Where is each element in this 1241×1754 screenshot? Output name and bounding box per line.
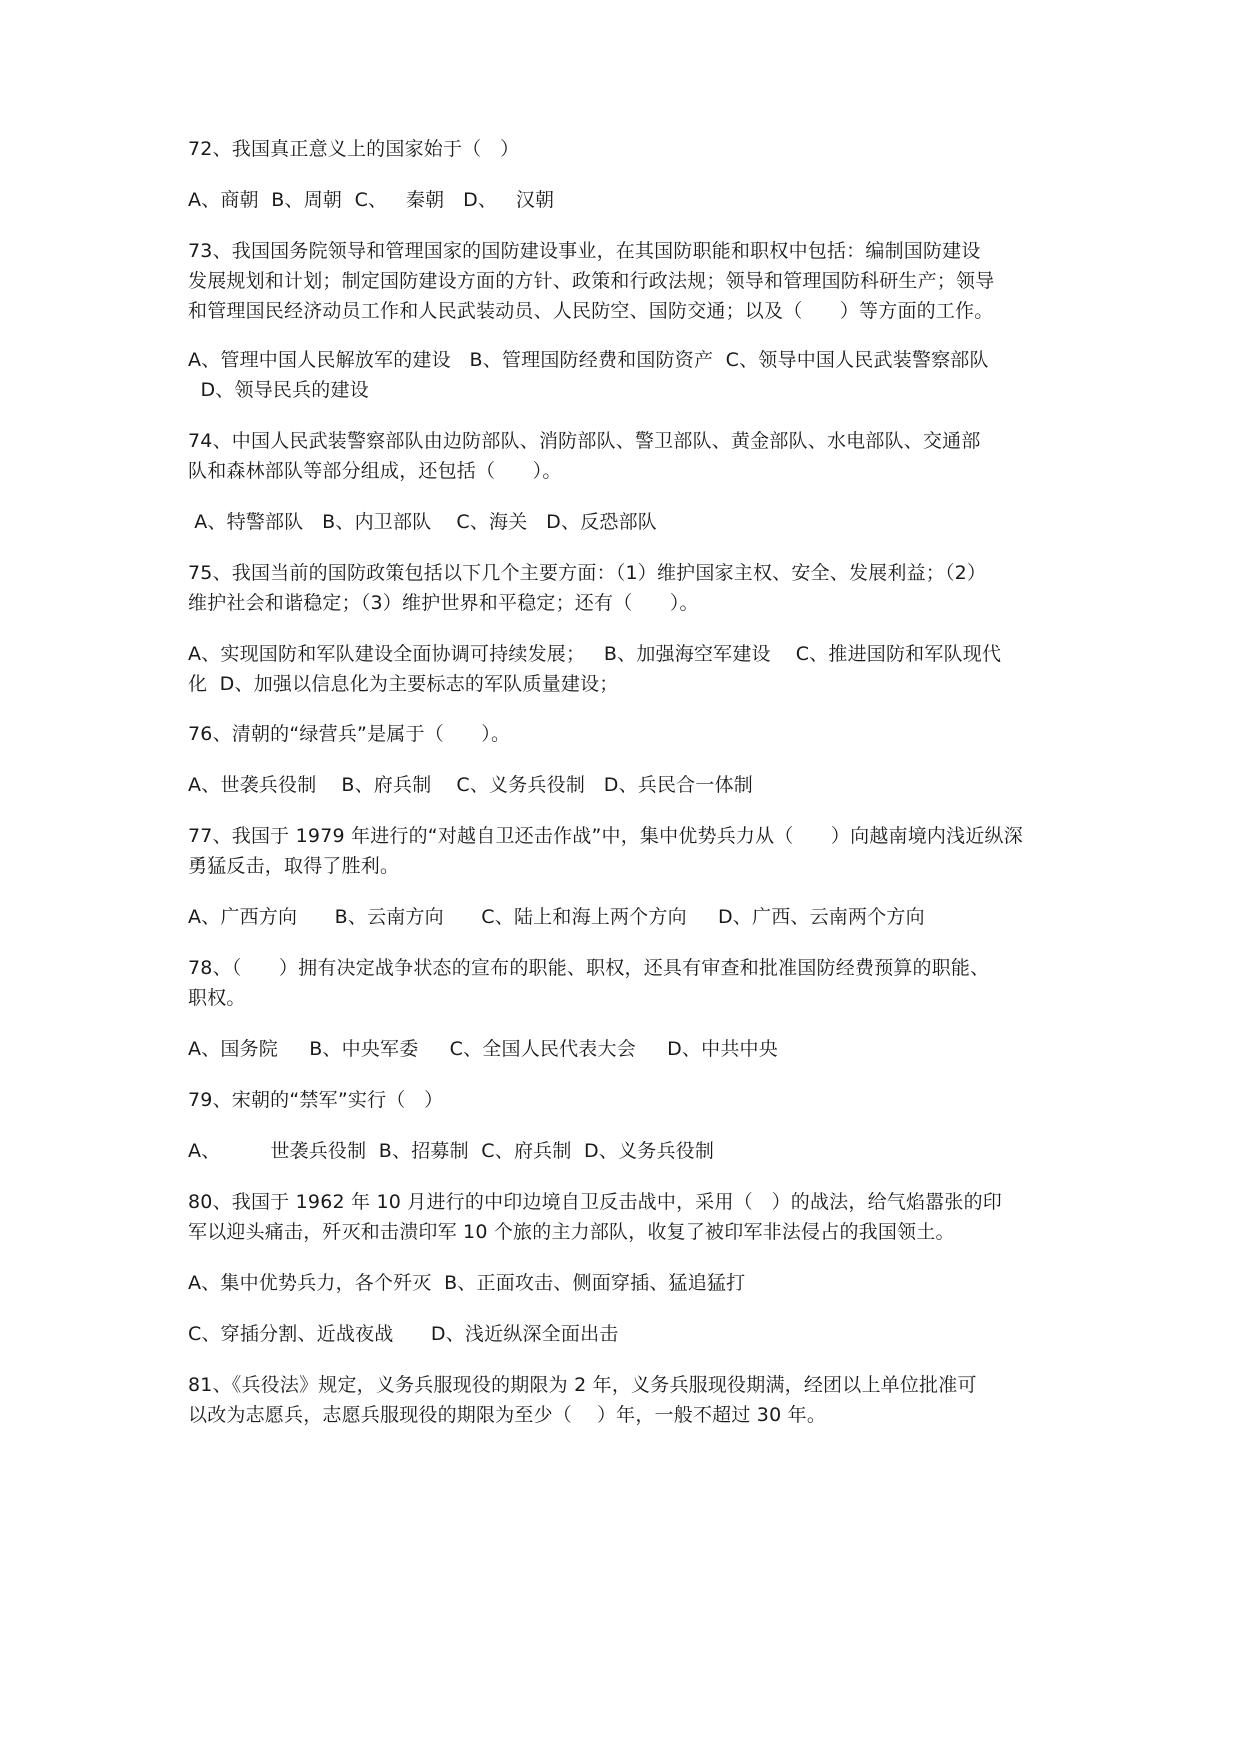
question-73-stem-line-2: 发展规划和计划；制定国防建设方面的方针、政策和行政法规；领导和管理国防科研生产；领导: [188, 270, 995, 292]
question-73-options-line-2: D、领导民兵的建设: [188, 379, 369, 401]
question-76-stem-line-1: 76、清朝的“绿营兵”是属于（ ）。: [188, 723, 511, 745]
question-77-stem-line-1: 77、我国于 1979 年进行的“对越自卫还击作战”中，集中优势兵力从（ ）向越南境内浅近纵深: [188, 825, 1023, 847]
question-81-stem-line-2: 以改为志愿兵，志愿兵服现役的期限为至少（ ）年，一般不超过 30 年。: [188, 1404, 827, 1426]
question-74-stem-line-2: 队和森林部队等部分组成，还包括（ ）。: [188, 460, 562, 482]
question-75-stem-line-2: 维护社会和谐稳定；（3）维护世界和平稳定；还有（ ）。: [188, 592, 699, 614]
question-73-stem-line-3: 和管理国民经济动员工作和人民武装动员、人民防空、国防交通；以及（ ）等方面的工作。: [188, 300, 994, 322]
question-77-stem-line-2: 勇猛反击，取得了胜利。: [188, 855, 400, 877]
question-81-stem-line-1: 81、《兵役法》规定，义务兵服现役的期限为 2 年，义务兵服现役期满，经团以上单位批准可: [188, 1374, 977, 1396]
question-80-stem-line-2: 军以迎头痛击，歼灭和击溃印军 10 个旅的主力部队，收复了被印军非法侵占的我国领土。: [188, 1221, 955, 1243]
question-75-stem-line-1: 75、我国当前的国防政策包括以下几个主要方面：（1）维护国家主权、安全、发展利益；（2）: [188, 562, 987, 584]
question-75-options-line-1: A、实现国防和军队建设全面协调可持续发展； B、加强海空军建设 C、推进国防和军队现代: [188, 643, 1002, 665]
question-79-stem-line-1: 79、宋朝的“禁军”实行（ ）: [188, 1089, 444, 1111]
question-73-stem-line-1: 73、我国国务院领导和管理国家的国防建设事业，在其国防职能和职权中包括：编制国防建设: [188, 240, 981, 262]
question-75-options-line-2: 化 D、加强以信息化为主要标志的军队质量建设；: [188, 673, 619, 695]
question-80-options-line-1: A、集中优势兵力，各个歼灭 B、正面攻击、侧面穿插、猛追猛打: [188, 1272, 746, 1294]
question-78-stem-line-2: 职权。: [188, 987, 246, 1009]
question-74-stem-line-1: 74、中国人民武装警察部队由边防部队、消防部队、警卫部队、黄金部队、水电部队、交通部: [188, 430, 981, 452]
question-72-options-line-1: A、商朝 B、周朝 C、 秦朝 D、 汉朝: [188, 189, 555, 211]
question-76-options-line-1: A、世袭兵役制 B、府兵制 C、义务兵役制 D、兵民合一体制: [188, 774, 753, 796]
question-74-options-line-1: A、特警部队 B、内卫部队 C、海关 D、反恐部队: [188, 511, 657, 533]
question-80-options-line-2: C、穿插分割、近战夜战 D、浅近纵深全面出击: [188, 1323, 619, 1345]
question-79-options-line-1: A、 世袭兵役制 B、招募制 C、府兵制 D、义务兵役制: [188, 1140, 715, 1162]
question-77-options-line-1: A、广西方向 B、云南方向 C、陆上和海上两个方向 D、广西、云南两个方向: [188, 906, 925, 928]
question-78-options-line-1: A、国务院 B、中央军委 C、全国人民代表大会 D、中共中央: [188, 1038, 778, 1060]
question-78-stem-line-1: 78、（ ）拥有决定战争状态的宣布的职能、职权，还具有审查和批准国防经费预算的职能、: [188, 957, 990, 979]
question-73-options-line-1: A、管理中国人民解放军的建设 B、管理国防经费和国防资产 C、领导中国人民武装警察部队: [188, 349, 989, 371]
question-80-stem-line-1: 80、我国于 1962 年 10 月进行的中印边境自卫反击战中，采用（ ）的战法，给气焰嚣张的印: [188, 1191, 1002, 1213]
question-72-stem-line-1: 72、我国真正意义上的国家始于（ ）: [188, 138, 520, 160]
